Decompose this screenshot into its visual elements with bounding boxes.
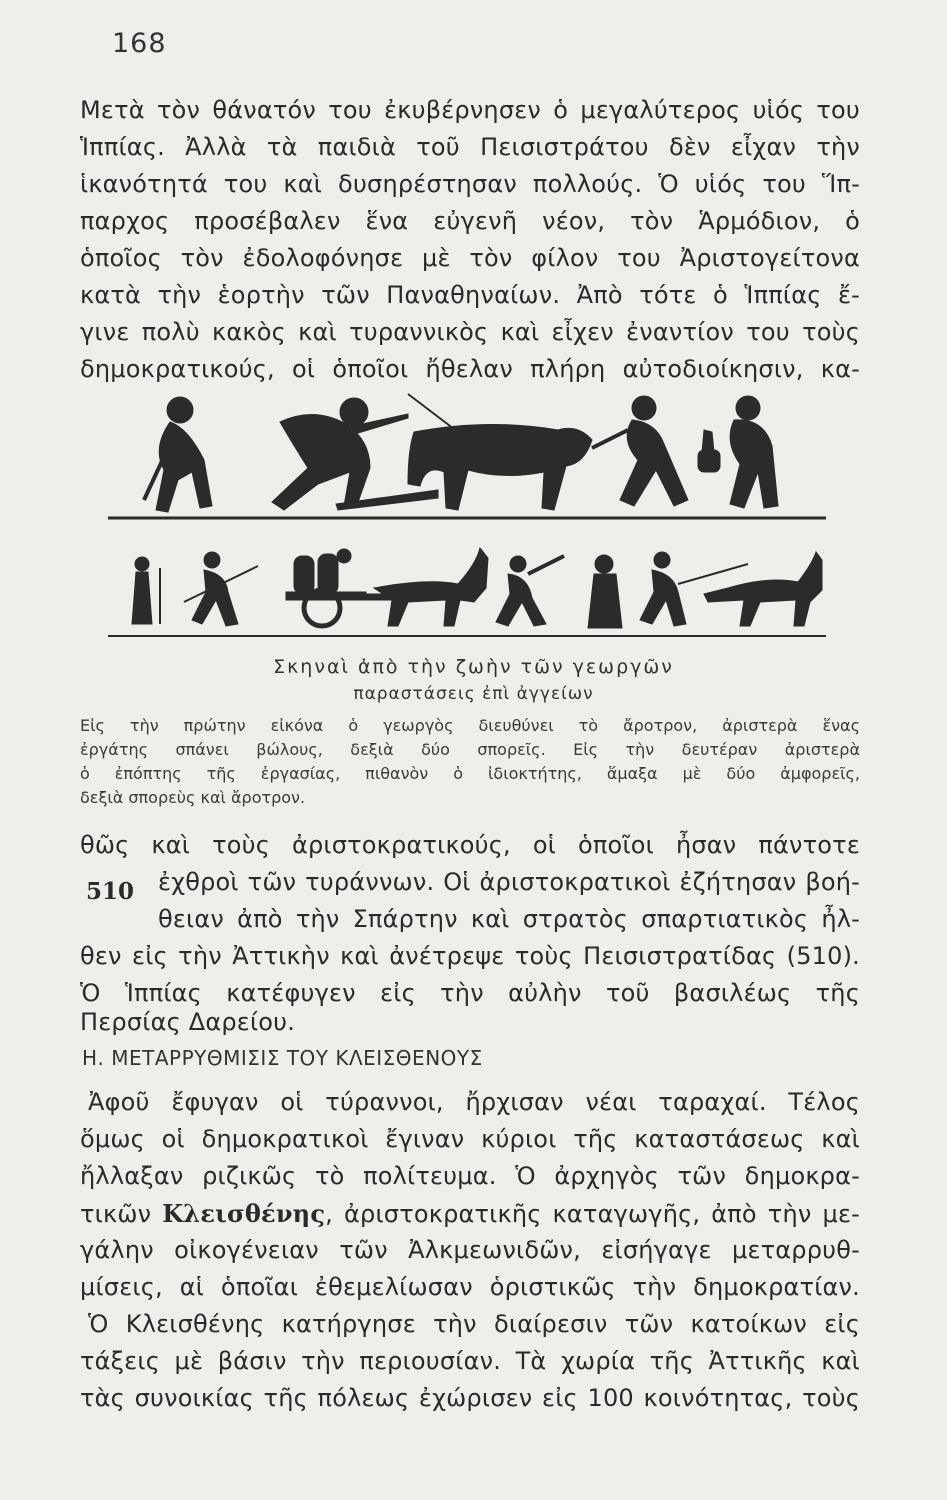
text-line: θῶς καὶ τοὺς ἀριστοκρατικούς, οἱ ὁποῖοι ἦσαν πάντοτε <box>80 831 860 859</box>
text-line <box>80 1195 860 1233</box>
text-line: γινε πολὺ κακὸς καὶ τυραννικὸς καὶ εἶχεν ἐναντίον του τοὺς <box>80 318 860 346</box>
text-line: Ὁ Ἱππίας κατέφυγεν εἰς τὴν αὐλὴν τοῦ βασιλέως τῆς <box>80 979 860 1007</box>
text-line: ἤλλαξαν ριζικῶς τὸ πολίτευμα. Ὁ ἀρχηγὸς τῶν δημοκρα- <box>80 1162 860 1190</box>
text-line: ὁποῖος τὸν ἐδολοφόνησε μὲ τὸν φίλον του Ἀριστογείτονα <box>80 244 860 272</box>
figure-caption-line: Εἰς τὴν πρώτην εἰκόνα ὁ γεωργὸς διευθύνει τὸ ἄροτρον, ἀριστερὰ ἕνας <box>80 716 860 735</box>
vase-painting-illustration <box>108 388 826 640</box>
text-line: θειαν ἀπὸ τὴν Σπάρτην καὶ στρατὸς σπαρτιατικὸς ἦλ- <box>158 905 860 933</box>
upper-frieze <box>108 394 826 518</box>
text-fragment: τικῶν <box>80 1200 163 1228</box>
figure-caption-line: ἐργάτης σπάνει βώλους, δεξιὰ δύο σπορεῖς. Εἰς τὴν δευτέραν ἀριστερὰ <box>80 740 860 759</box>
page-number: 168 <box>112 28 167 59</box>
text-line: παρχος προσέβαλεν ἕνα εὐγενῆ νέον, τὸν Ἁρμόδιον, ὁ <box>80 207 860 235</box>
margin-year: 510 <box>86 878 135 905</box>
text-line: Περσίας Δαρείου. <box>80 1008 296 1036</box>
name-kleisthenis: Κλεισθένης <box>162 1199 326 1228</box>
section-heading: Η. ΜΕΤΑΡΡΥΘΜΙΣΙΣ ΤΟΥ ΚΛΕΙΣΘΕΝΟΥΣ <box>82 1046 483 1070</box>
text-line: Ἱππίας. Ἀλλὰ τὰ παιδιὰ τοῦ Πεισιστράτου δὲν εἶχαν τὴν <box>80 133 860 161</box>
figure-caption-subtitle: παραστάσεις ἐπὶ ἀγγείων <box>353 684 594 704</box>
text-line: κατὰ τὴν ἑορτὴν τῶν Παναθηναίων. Ἀπὸ τότε ὁ Ἱππίας ἔ- <box>80 281 860 309</box>
text-line: Μετὰ τὸν θάνατόν του ἐκυβέρνησεν ὁ μεγαλύτερος υἱός του <box>80 96 860 124</box>
figure-caption-line: δεξιὰ σπορεὺς καὶ ἄροτρον. <box>80 788 306 807</box>
text-line: δημοκρατικούς, οἱ ὁποῖοι ἤθελαν πλήρη αὐτοδιοίκησιν, κα- <box>80 355 860 383</box>
farming-scenes-drawing <box>108 388 826 640</box>
figure-caption-title: Σκηναὶ ἀπὸ τὴν ζωὴν τῶν γεωργῶν <box>273 656 674 678</box>
text-line: ἱκανότητά του καὶ δυσηρέστησαν πολλούς. Ὁ υἱός του Ἵπ- <box>80 170 860 198</box>
text-line: μίσεις, αἱ ὁποῖαι ἐθεμελίωσαν ὁριστικῶς τὴν δημοκρατίαν. <box>80 1273 860 1301</box>
text-line: Ὁ Κλεισθένης κατήργησε τὴν διαίρεσιν τῶν κατοίκων εἰς <box>88 1310 860 1338</box>
text-line: τάξεις μὲ βάσιν τὴν περιουσίαν. Τὰ χωρία τῆς Ἀττικῆς καὶ <box>80 1347 860 1375</box>
text-line: ἐχθροὶ τῶν τυράννων. Οἱ ἀριστοκρατικοὶ ἐζήτησαν βοή- <box>158 868 860 896</box>
lower-frieze <box>108 548 826 636</box>
text-line: θεν εἰς τὴν Ἀττικὴν καὶ ἀνέτρεψε τοὺς Πεισιστρατίδας (510). <box>80 942 860 970</box>
text-line: Ἀφοῦ ἔφυγαν οἱ τύραννοι, ἤρχισαν νέαι ταραχαί. Τέλος <box>88 1088 860 1116</box>
text-fragment: , ἀριστοκρατικῆς καταγωγῆς, ἀπὸ τὴν με- <box>325 1200 860 1228</box>
text-line: τὰς συνοικίας τῆς πόλεως ἐχώρισεν εἰς 100 κοινότητας, τοὺς <box>80 1384 860 1412</box>
text-line: ὅμως οἱ δημοκρατικοὶ ἔγιναν κύριοι τῆς καταστάσεως καὶ <box>80 1125 860 1153</box>
text-line: γάλην οἰκογένειαν τῶν Ἀλκμεωνιδῶν, εἰσήγαγε μεταρρυθ- <box>80 1236 860 1264</box>
figure-caption-line: ὁ ἐπόπτης τῆς ἐργασίας, πιθανὸν ὁ ἰδιοκτήτης, ἅμαξα μὲ δύο ἀμφορεῖς, <box>80 764 860 783</box>
